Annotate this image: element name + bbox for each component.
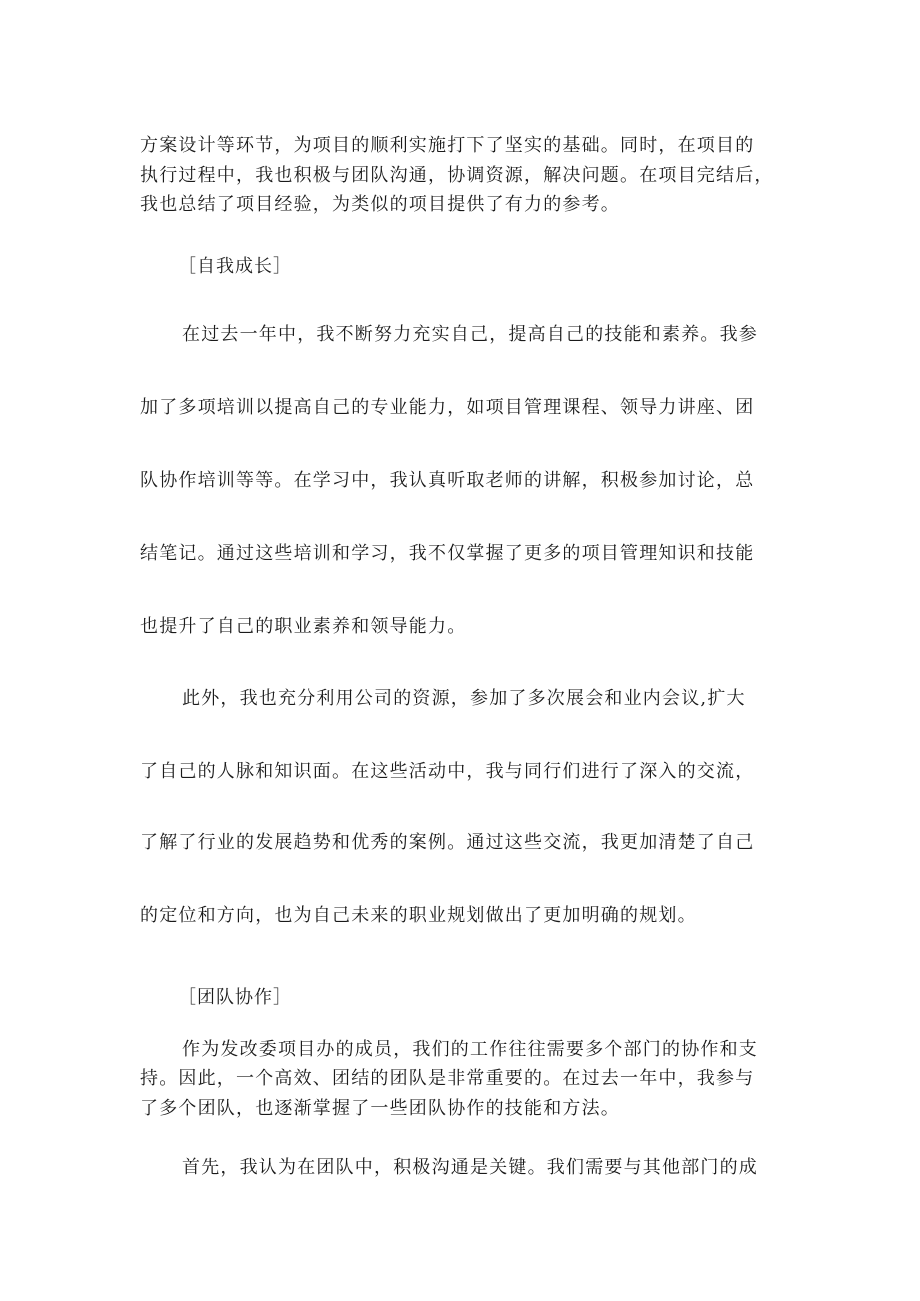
- team-p1-line-3: 了多个团队，也逐渐掌握了一些团队协作的技能和方法。: [140, 1098, 620, 1119]
- intro-line-3: 我也总结了项目经验，为类似的项目提供了有力的参考。: [140, 194, 620, 215]
- growth-p1-line-5: 也提升了自己的职业素养和领导能力。: [140, 616, 467, 637]
- growth-p2-line-4: 的定位和方向，也为自己未来的职业规划做出了更加明确的规划。: [140, 905, 697, 926]
- growth-p1-line-1: 在过去一年中，我不断努力充实自己，提高自己的技能和素养。我参: [182, 324, 758, 345]
- section-heading-growth: ［自我成长］: [178, 256, 292, 277]
- intro-line-2: 执行过程中，我也积极与团队沟通，协调资源，解决问题。在项目完结后，: [140, 165, 774, 186]
- growth-p2-line-2: 了自己的人脉和知识面。在这些活动中，我与同行们进行了深入的交流，: [140, 761, 755, 782]
- intro-line-1: 方案设计等环节，为项目的顺利实施打下了坚实的基础。同时，在项目的: [140, 135, 755, 156]
- team-p1-line-2: 持。因此，一个高效、团结的团队是非常重要的。在过去一年中，我参与: [140, 1068, 755, 1089]
- growth-p1-line-3: 队协作培训等等。在学习中，我认真听取老师的讲解，积极参加讨论，总: [140, 470, 755, 491]
- growth-p1-line-2: 加了多项培训以提高自己的专业能力，如项目管理课程、领导力讲座、团: [140, 397, 755, 418]
- growth-p1-line-4: 结笔记。通过这些培训和学习，我不仅掌握了更多的项目管理知识和技能: [140, 543, 755, 564]
- team-p1-line-1: 作为发改委项目办的成员，我们的工作往往需要多个部门的协作和支: [182, 1039, 758, 1060]
- team-p2-line-1: 首先，我认为在团队中，积极沟通是关键。我们需要与其他部门的成: [182, 1157, 758, 1178]
- growth-p2-line-1: 此外，我也充分利用公司的资源，参加了多次展会和业内会议,扩大: [182, 688, 746, 709]
- growth-p2-line-3: 了解了行业的发展趋势和优秀的案例。通过这些交流，我更加清楚了自己: [140, 832, 755, 853]
- section-heading-team: ［团队协作］: [178, 987, 292, 1008]
